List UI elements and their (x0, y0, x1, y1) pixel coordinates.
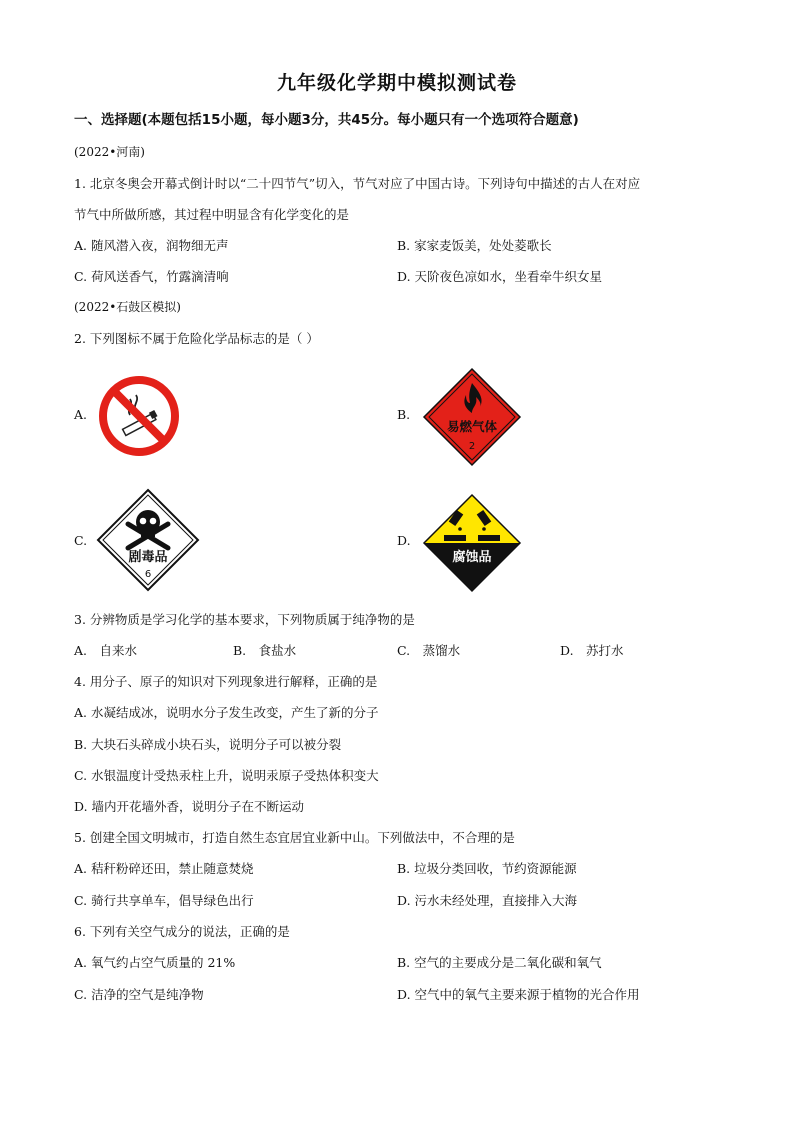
q1-option-b: B. 家家麦饭美，处处菱歌长 (397, 238, 552, 253)
q6-option-c: C. 洁净的空气是纯净物 (74, 987, 204, 1002)
q2-option-d-label: D. (397, 533, 411, 548)
q4-stem: 4. 用分子、原子的知识对下列现象进行解释，正确的是 (74, 674, 378, 689)
q2-option-a-label: A. (74, 407, 88, 422)
corrosive-text: 腐蚀品 (452, 550, 492, 565)
q6-option-d: D. 空气中的氧气主要来源于植物的光合作用 (397, 987, 640, 1002)
q4-option-d: D. 墙内开花墙外香，说明分子在不断运动 (74, 799, 305, 814)
toxic-sign-icon (96, 488, 200, 592)
q1-option-a: A. 随风潜入夜，润物细无声 (74, 238, 229, 253)
q1-source: (2022•河南) (74, 145, 145, 159)
q5-option-c: C. 骑行共享单车，倡导绿色出行 (74, 893, 254, 908)
q5-option-a: A. 秸秆粉碎还田，禁止随意焚烧 (74, 861, 254, 876)
q6-option-a: A. 氧气约占空气质量的 21% (74, 955, 236, 970)
q1-option-d: D. 天阶夜色凉如水，坐看牵牛织女星 (397, 269, 603, 284)
no-smoking-sign-icon (96, 373, 182, 459)
toxic-text: 剧毒品 (128, 550, 168, 565)
q4-option-c: C. 水银温度计受热汞柱上升，说明汞原子受热体积变大 (74, 768, 379, 783)
q3-option-a: A. 自来水 (74, 643, 138, 658)
q3-option-d: D. 苏打水 (560, 643, 624, 658)
q3-option-c: C. 蒸馏水 (397, 643, 461, 658)
toxic-class-number: 6 (144, 569, 152, 580)
q5-stem: 5. 创建全国文明城市，打造自然生态宜居宜业新中山。下列做法中，不合理的是 (74, 830, 515, 845)
page-title: 九年级化学期中模拟测试卷 (276, 72, 517, 94)
q2-source: (2022•石鼓区模拟) (74, 300, 181, 314)
flammable-gas-class-number: 2 (468, 441, 476, 452)
q4-option-b: B. 大块石头碎成小块石头，说明分子可以被分裂 (74, 737, 342, 752)
q3-stem: 3. 分辨物质是学习化学的基本要求，下列物质属于纯净物的是 (74, 612, 415, 627)
q5-option-d: D. 污水未经处理，直接排入大海 (397, 893, 578, 908)
q6-stem: 6. 下列有关空气成分的说法，正确的是 (74, 924, 290, 939)
flammable-gas-text: 易燃气体 (446, 419, 498, 434)
q2-stem: 2. 下列图标不属于危险化学品标志的是（ ） (74, 331, 319, 346)
q1-stem-line2: 节气中所做所感，其过程中明显含有化学变化的是 (74, 207, 350, 222)
q2-option-b-label: B. (397, 407, 411, 422)
section-heading: 一、选择题(本题包括15小题，每小题3分，共45分。每小题只有一个选项符合题意) (74, 112, 579, 128)
q5-option-b: B. 垃圾分类回收，节约资源能源 (397, 861, 577, 876)
q2-option-c-label: C. (74, 533, 88, 548)
q3-option-b: B. 食盐水 (233, 643, 297, 658)
q1-stem-line1: 1. 北京冬奥会开幕式倒计时以“二十四节气”切入，节气对应了中国古诗。下列诗句中描述的古人在对应 (74, 176, 641, 191)
flammable-gas-sign-icon (422, 367, 522, 467)
corrosive-sign-icon (422, 493, 522, 593)
q1-option-c: C. 荷风送香气，竹露滴清响 (74, 269, 229, 284)
q4-option-a: A. 水凝结成冰，说明水分子发生改变，产生了新的分子 (74, 705, 379, 720)
q6-option-b: B. 空气的主要成分是二氧化碳和氧气 (397, 955, 602, 970)
